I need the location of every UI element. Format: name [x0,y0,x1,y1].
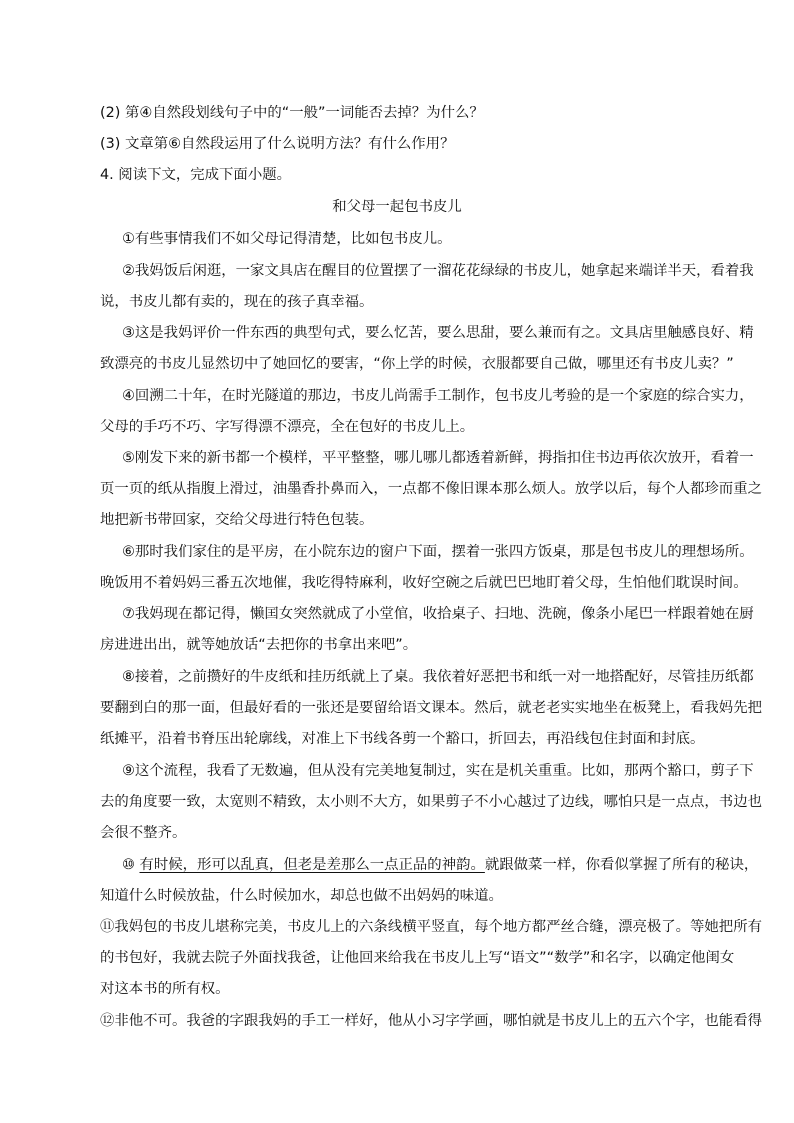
paragraph-5-line-3: 地把新书带回家，交给父母进行特色包装。 [100,512,374,528]
paragraph-11-line-3: 对这本书的所有权。 [100,981,230,997]
paragraph-9-line-2: 去的角度要一致，太宽则不精致，太小则不大方，如果剪子不小心越过了边线，哪怕只是一点点，书边也 [100,794,762,810]
paragraph-3-line-2: 致漂亮的书皮儿显然切中了她回忆的要害，“你上学的时候，衣服都要自己做，哪里还有书皮儿卖？” [100,356,734,372]
paragraph-10-line-2: 知道什么时候放盐，什么时候加水，却总也做不出妈妈的味道。 [100,888,503,904]
paragraph-7-line-1: ⑦我妈现在都记得，懒囯女突然就成了小堂倌，收拾桌子、扫地、洗碗，像条小尾巴一样跟着她在厨 [122,606,754,622]
paragraph-7-line-2: 房进进出出，就等她放话“去把你的书拿出来吧”。 [100,637,418,653]
paragraph-10-number: ⑩ [122,857,140,873]
paragraph-4-line-1: ④回溯二十年，在时光隧道的那边，书皮儿尚需手工制作，包书皮儿考验的是一个家庭的综合实力， [122,388,754,404]
paragraph-4-line-2: 父母的手巧不巧、字写得漂不漂亮，全在包好的书皮儿上。 [100,419,475,435]
question-3: (3) 文章第⑥自然段运用了什么说明方法？有什么作用？ [100,136,455,152]
question-2: (2) 第④自然段划线句子中的“一般”一词能否去掉？为什么？ [100,105,484,121]
article-title: 和父母一起包书皮儿 [332,199,462,215]
paragraph-9-line-1: ⑨这个流程，我看了无数遍，但从没有完美地复制过，实在是机关重重。比如，那两个豁口，剪子下 [122,763,754,779]
paragraph-1: ①有些事情我们不如父母记得清楚，比如包书皮儿。 [122,231,452,247]
paragraph-8-line-2: 要翻到白的那一面，但最好看的一张还是要留给语文课本。然后，就老老实实地坐在板凳上，看我妈先把 [100,700,762,716]
paragraph-5-line-1: ⑤刚发下来的新书都一个模样，平平整整，哪儿哪儿都透着新鲜，拇指扣住书边再依次放开，看着一 [122,450,754,466]
paragraph-6-line-1: ⑥那时我们家住的是平房，在小院东边的窗户下面，摆着一张四方饭桌，那是包书皮儿的理想场所。 [122,544,754,560]
paragraph-9-line-3: 会很不整齐。 [100,825,187,841]
paragraph-10-rest: 就跟做菜一样，你看似掌握了所有的秘诀， [484,857,759,873]
paragraph-12-line-1: ⑫非他不可。我爸的字跟我妈的手工一样好，他从小习字学画，哪怕就是书皮儿上的五六个字，也能看得 [100,1013,762,1029]
paragraph-11-line-1: ⑪我妈包的书皮儿堪称完美，书皮儿上的六条线横平竖直，每个地方都严丝合缝，漂亮极了。等她把所有 [100,919,762,935]
paragraph-3-line-1: ③这是我妈评价一件东西的典型句式，要么忆苦，要么思甜，要么兼而有之。文具店里触感良好、精 [122,325,754,341]
underlined-sentence: 有时候，形可以乱真，但老是差那么一点正品的神韵。 [139,857,485,873]
paragraph-10-line-1 [122,855,758,875]
paragraph-8-line-1: ⑧接着，之前攒好的牛皮纸和挂历纸就上了桌。我依着好恶把书和纸一对一地搭配好，尽管挂历纸都 [122,669,754,685]
paragraph-8-line-3: 纸摊平，沿着书脊压出轮廓线，对准上下书线各剪一个豁口，折回去，再沿线包住封面和封底。 [100,731,705,747]
paragraph-5-line-2: 页一页的纸从指腹上滑过，油墨香扑鼻而入，一点都不像旧课本那么烦人。放学以后，每个人都珍而重之 [100,481,762,497]
paragraph-2-line-1: ②我妈饭后闲逛，一家文具店在醒目的位置摆了一溜花花绿绿的书皮儿，她拿起来端详半天，看着我 [122,263,754,279]
question-4-instruction: 4. 阅读下文，完成下面小题。 [100,167,291,183]
paragraph-2-line-2: 说，书皮儿都有卖的，现在的孩子真幸福。 [100,294,374,310]
paragraph-6-line-2: 晚饭用不着妈妈三番五次地催，我吃得特麻利，收好空碗之后就巴巴地盯着父母，生怕他们耽误时间。 [100,575,748,591]
paragraph-11-line-2: 的书包好，我就去院子外面找我爸，让他回来给我在书皮儿上写“语文”“数学”和名字，以确定他闺女 [100,950,735,966]
